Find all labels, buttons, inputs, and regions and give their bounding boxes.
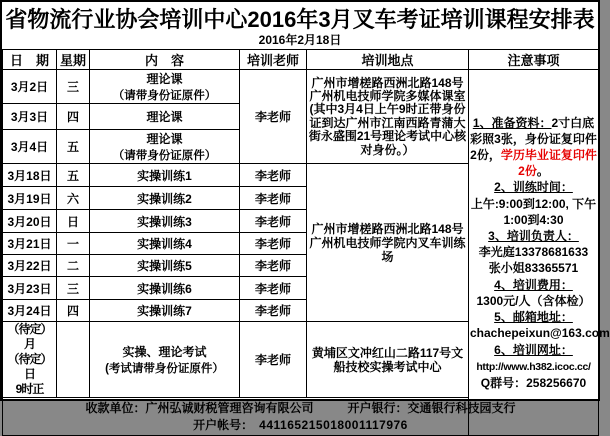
- note-label: 6、培训网址：: [494, 342, 573, 357]
- date-cell: 3月2日: [3, 70, 57, 104]
- page-title: 省物流行业协会培训中心2016年3月叉车考证培训课程安排表: [5, 7, 595, 32]
- content-cell: 实操训练1: [90, 164, 240, 187]
- teacher-cell-merged: 李老师: [240, 70, 307, 164]
- content-cell: [90, 322, 240, 398]
- content-cell: 实操训练6: [90, 277, 240, 300]
- content-note: (考试请带身份证原件）: [105, 363, 224, 376]
- location-cell-exam: 黄埔区文冲红山二路117号文船技校实操考试中心: [307, 322, 469, 398]
- weekday-cell: 五: [57, 164, 90, 187]
- content-cell: 实操训练3: [90, 210, 240, 233]
- account-label: 开户帐号：: [193, 417, 254, 432]
- content-cell: [90, 130, 240, 164]
- website-url: http://www.h382.icoc.cc/: [476, 360, 591, 373]
- contact-phone: 张小姐83365571: [488, 261, 579, 276]
- teacher-cell: 李老师: [240, 164, 307, 187]
- location-cell-practice: 广州市增槎路西洲北路148号广州机电技师学院内叉车训练场: [307, 164, 469, 322]
- teacher-cell: 李老师: [240, 210, 307, 233]
- account-number: 441165215018001117976: [259, 417, 408, 432]
- header-row: [3, 50, 599, 70]
- note-item-contacts: [470, 228, 597, 277]
- payment-line-2: [4, 417, 597, 434]
- note-label: 4、培训费用：: [494, 277, 573, 292]
- content-cell: 实操训练2: [90, 187, 240, 210]
- date-cell: 3月21日: [3, 233, 57, 255]
- content-cell: 实操训练7: [90, 300, 240, 322]
- weekday-cell: 三: [57, 70, 90, 104]
- note-label: 1、准备资料：: [472, 115, 552, 130]
- schedule-table: [2, 49, 610, 436]
- payee-name: 收款单位：广州弘诚财税管理咨询有限公司: [85, 400, 314, 415]
- note-label: 5、邮箱地址：: [494, 310, 573, 325]
- payment-info: [3, 398, 599, 436]
- table-row: [3, 70, 599, 104]
- content-line: 理论课: [146, 72, 183, 87]
- date-cell: 3月4日: [3, 130, 57, 164]
- weekday-cell: 二: [57, 255, 90, 277]
- note-text: 上午:9:00到12:00, 下午1:00到4:30: [470, 196, 597, 227]
- weekday-cell: 六: [57, 187, 90, 210]
- content-note: （请带身份证原件）: [112, 90, 217, 103]
- note-text-highlight: 学历毕业证复印件2份: [500, 148, 597, 179]
- weekday-cell: 日: [57, 210, 90, 233]
- footer-row: [3, 398, 599, 436]
- location-cell-theory: 广州市增槎路西洲北路148号广州机电技师学院多媒体课室(其中3月4日上午9时正带身份证到达广州市江南西路青蒲大街永盛围21号理论考试中心核对身份。）: [307, 70, 469, 164]
- weekday-cell: [57, 322, 90, 398]
- weekday-cell: 一: [57, 233, 90, 255]
- column-header-teacher: 培训老师: [240, 50, 307, 70]
- date-cell: 3月22日: [3, 255, 57, 277]
- date-cell: 3月18日: [3, 164, 57, 187]
- content-cell: 实操训练4: [90, 233, 240, 255]
- note-label: 3、培训负责人：: [488, 229, 579, 244]
- note-text: 2寸白底彩照3张，身份证复印件2份，: [470, 115, 597, 163]
- teacher-cell: 李老师: [240, 233, 307, 255]
- date-cell: 3月3日: [3, 104, 57, 130]
- teacher-cell: 李老师: [240, 300, 307, 322]
- weekday-cell: 四: [57, 300, 90, 322]
- page-subtitle: 2016年2月18日: [258, 33, 342, 48]
- content-note: （请带身份证原件）: [112, 150, 217, 163]
- note-item-materials: [470, 115, 597, 180]
- contact-phone: 李光庭13378681633: [478, 245, 589, 260]
- date-cell: 3月23日: [3, 277, 57, 300]
- note-item-fee: [470, 277, 597, 309]
- content-line: 实操、理论考试: [122, 345, 207, 360]
- bank-name: 开户银行：交通银行科技园支行: [347, 400, 516, 415]
- teacher-cell: 李老师: [240, 187, 307, 210]
- teacher-cell: 李老师: [240, 277, 307, 300]
- qq-group-number: Q群号：258256670: [480, 375, 587, 390]
- weekday-cell: 四: [57, 104, 90, 130]
- note-label: 2、训练时间：: [494, 180, 573, 195]
- weekday-cell: 五: [57, 130, 90, 164]
- notes-section: [469, 70, 610, 436]
- date-cell: 3月20日: [3, 210, 57, 233]
- exam-date-line: （待定）月: [7, 322, 52, 352]
- exam-date-line: 9时正: [15, 382, 44, 397]
- column-header-date: 日 期: [3, 50, 57, 70]
- content-cell: 理论课: [90, 104, 240, 130]
- date-cell: [3, 322, 57, 398]
- exam-date-line: （待定）日: [7, 352, 52, 382]
- note-text: 。: [536, 164, 549, 179]
- column-header-notes: 注意事项: [469, 50, 599, 70]
- weekday-cell: 三: [57, 277, 90, 300]
- note-item-training-time: [470, 179, 597, 228]
- payment-line-1: [4, 400, 597, 417]
- content-line: 理论课: [146, 132, 183, 147]
- note-item-website: [470, 342, 597, 375]
- email-address: chachepeixun@163.com: [470, 326, 610, 341]
- content-cell: 实操训练5: [90, 255, 240, 277]
- column-header-location: 培训地点: [307, 50, 469, 70]
- date-cell: 3月24日: [3, 300, 57, 322]
- note-text: 1300元/人（含体检）: [476, 293, 591, 308]
- content-cell: [90, 70, 240, 104]
- teacher-cell: 李老师: [240, 322, 307, 398]
- column-header-weekday: 星期: [57, 50, 90, 70]
- column-header-content: 内 容: [90, 50, 240, 70]
- note-item-email: [470, 309, 610, 341]
- teacher-cell: 李老师: [240, 255, 307, 277]
- date-cell: 3月19日: [3, 187, 57, 210]
